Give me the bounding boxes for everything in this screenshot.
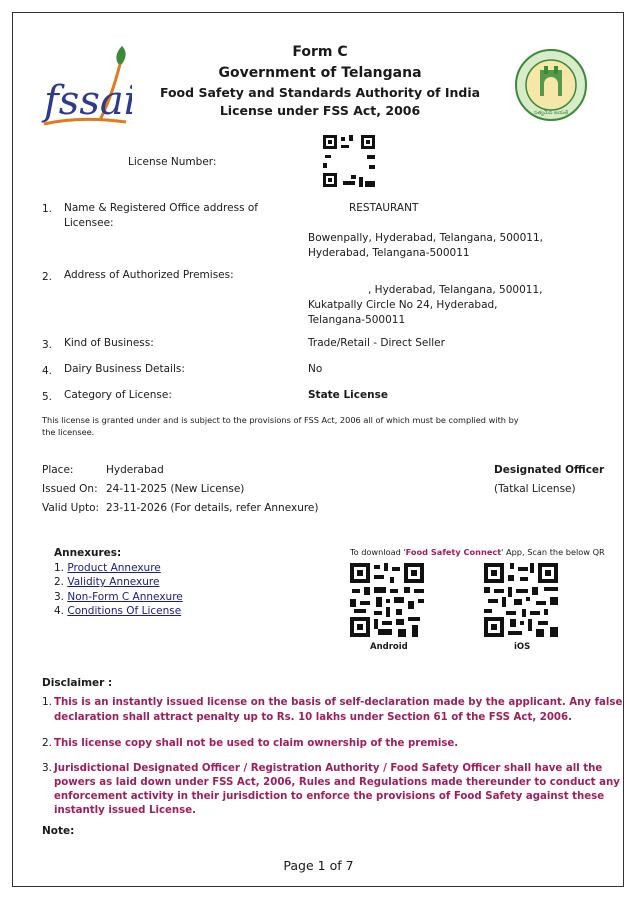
annexure-number: 3. <box>54 591 65 603</box>
disclaimer-2-line-1: This license copy shall not be used to claim ownership of the premise. <box>54 738 459 749</box>
item-2-label: Address of Authorized Premises: <box>64 269 234 281</box>
disclaimer-3-line-3: enforcement activity in their jurisdiction to enforce the provisions of Food Safety against these <box>54 791 605 802</box>
annexure-item-1 <box>54 561 161 576</box>
item-1-value-line-1: Bowenpally, Hyderabad, Telangana, 500011, <box>308 232 543 244</box>
item-3-label: Kind of Business: <box>64 337 154 349</box>
android-label: Android <box>370 642 408 652</box>
item-1-value-name: RESTAURANT <box>349 202 419 214</box>
disclaimer-1-number: 1. <box>42 696 53 708</box>
conditions-of-license-link[interactable]: Conditions Of License <box>67 605 182 617</box>
disclaimer-3-line-1: Jurisdictional Designated Officer / Registration Authority / Food Safety Officer shall have all the <box>54 763 603 774</box>
product-annexure-link[interactable]: Product Annexure <box>67 562 161 574</box>
license-qr-code <box>323 135 375 187</box>
government-title: Government of Telangana <box>218 65 422 81</box>
fssai-wordmark: fssai <box>44 78 132 124</box>
item-3-number: 3. <box>42 339 53 351</box>
non-form-c-annexure-link[interactable]: Non-Form C Annexure <box>67 591 183 603</box>
annexure-number: 2. <box>54 576 65 588</box>
item-3-value: Trade/Retail - Direct Seller <box>308 337 445 349</box>
note-label: Note: <box>42 825 75 837</box>
disclaimer-3-number: 3. <box>42 762 53 774</box>
annexure-item-3 <box>54 590 183 605</box>
issued-label: Issued On: <box>42 483 98 495</box>
item-4-value: No <box>308 363 323 375</box>
disclaimer-1-line-2: declaration shall attract penalty up to Rs. 10 lakhs under Section 61 of the FSS Act, 2006. <box>54 712 572 723</box>
app-name: Food Safety Connect <box>405 547 502 557</box>
authority-title: Food Safety and Standards Authority of India <box>159 85 481 100</box>
designated-officer-title: Designated Officer <box>494 464 605 476</box>
page-number: Page 1 of 7 <box>283 858 354 873</box>
item-2-number: 2. <box>42 271 53 283</box>
grant-note: This license is granted under and is subject to the provisions of FSS Act, 2006 all of which must be complied with by the licensee. <box>42 415 519 437</box>
item-1-number: 1. <box>42 203 53 215</box>
app-download-suffix: ' App, Scan the below QR <box>501 547 605 557</box>
valid-value: 23-11-2026 (For details, refer Annexure) <box>106 502 319 514</box>
place-label: Place: <box>42 464 74 476</box>
issued-value: 24-11-2025 (New License) <box>106 483 245 495</box>
item-4-number: 4. <box>42 365 53 377</box>
page-border <box>12 12 624 887</box>
disclaimer-1-line-1: This is an instantly issued license on the basis of self-declaration made by the applicant. Any false <box>54 697 623 708</box>
annexure-item-2 <box>54 575 159 590</box>
item-5-number: 5. <box>42 391 53 403</box>
fssai-logo <box>40 40 132 132</box>
item-5-label: Category of License: <box>64 389 172 401</box>
annexure-number: 4. <box>54 605 65 617</box>
item-1-label: Name & Registered Office address of Licensee: <box>64 202 258 229</box>
disclaimer-3-line-4: instantly issued License. <box>54 805 197 816</box>
ios-qr-code[interactable] <box>484 563 558 637</box>
license-number-label: License Number: <box>128 156 217 168</box>
android-qr-code[interactable] <box>350 563 424 637</box>
item-2-value-line-3: Telangana-500011 <box>308 314 406 326</box>
annexures-title: Annexures: <box>54 547 122 559</box>
act-title: License under FSS Act, 2006 <box>219 103 421 118</box>
disclaimer-2-number: 2. <box>42 737 53 749</box>
app-download-note <box>350 546 605 558</box>
app-download-prefix: To download ' <box>350 547 406 557</box>
item-2-value-line-1: , Hyderabad, Telangana, 500011, <box>368 284 543 296</box>
form-title: Form C <box>292 44 348 60</box>
item-1-value-line-2: Hyderabad, Telangana-500011 <box>308 247 470 259</box>
item-5-value: State License <box>308 389 388 401</box>
item-4-label: Dairy Business Details: <box>64 363 185 375</box>
designated-officer-subtitle: (Tatkal License) <box>494 483 576 495</box>
disclaimer-title: Disclaimer : <box>42 677 113 689</box>
item-2-value-line-2: Kukatpally Circle No 24, Hyderabad, <box>308 299 498 311</box>
annexure-number: 1. <box>54 562 65 574</box>
validity-annexure-link[interactable]: Validity Annexure <box>67 576 160 588</box>
annexure-item-4 <box>54 604 181 619</box>
valid-label: Valid Upto: <box>42 502 100 514</box>
disclaimer-3-line-2: powers as laid down under FSS Act, 2006, Rules and Regulations made thereunder to conduct any <box>54 777 620 788</box>
telangana-emblem <box>514 48 588 122</box>
ios-label: iOS <box>514 642 531 652</box>
place-value: Hyderabad <box>106 464 164 476</box>
svg-text:సత్యమేవ జయతే: సత్యమేవ జయతే <box>533 110 569 116</box>
